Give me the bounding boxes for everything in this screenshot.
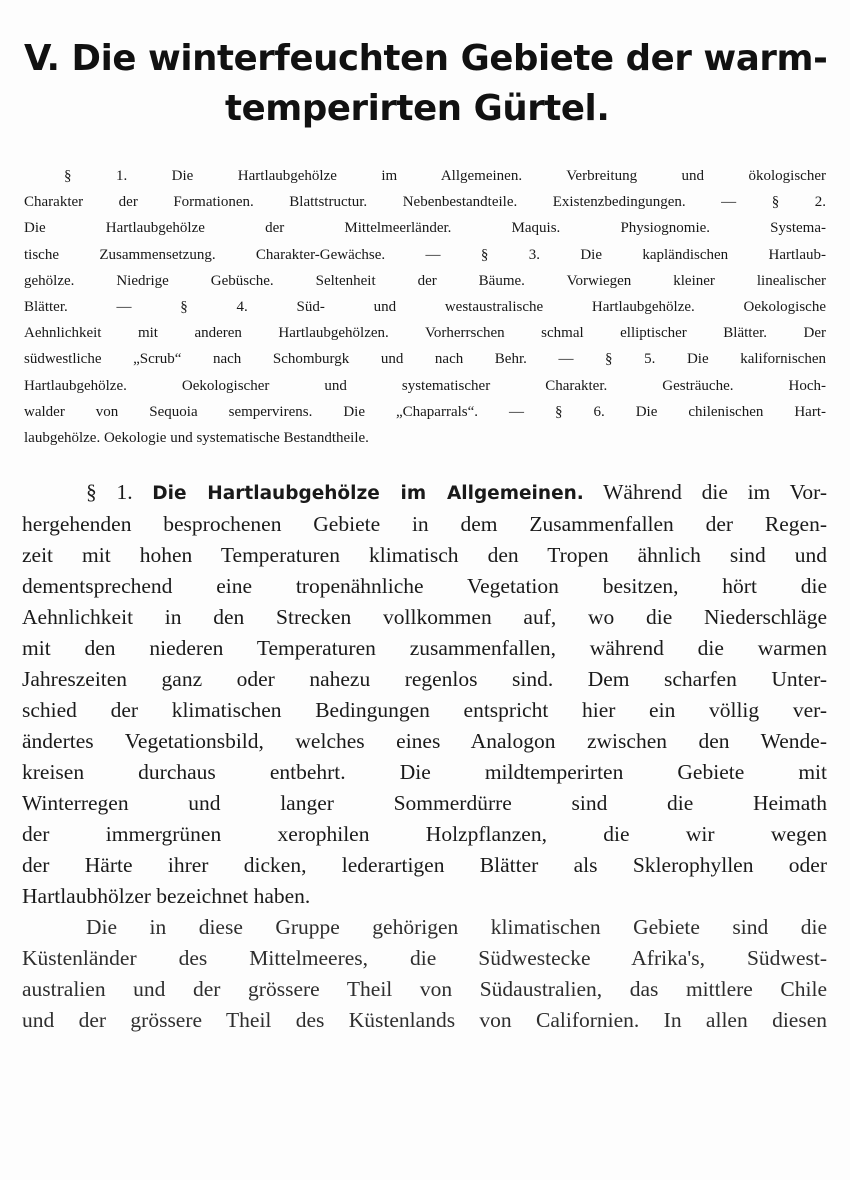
body-line: hergehenden besprochenen Gebiete in dem Zusammenfallen der Regen-	[22, 512, 827, 536]
body-line: Hartlaubhölzer bezeichnet haben.	[22, 884, 311, 908]
section-1-body	[22, 477, 827, 1036]
summary-line: Aehnlichkeit mit anderen Hartlaubgehölzen. Vorherrschen schmal elliptischer Blätter. Der	[24, 325, 826, 342]
body-line: Jahreszeiten ganz oder nahezu regenlos sind. Dem scharfen Unter-	[22, 667, 827, 691]
body-line: kreisen durchaus entbehrt. Die mildtemperirten Gebiete mit	[22, 760, 827, 784]
summary-line: gehölze. Niedrige Gebüsche. Seltenheit der Bäume. Vorwiegen kleiner linealischer	[24, 272, 826, 289]
summary-line: laubgehölze. Oekologie und systematische Bestandtheile.	[24, 430, 369, 447]
summary-line: walder von Sequoia sempervirens. Die „Chaparrals“. — § 6. Die chilenischen Hart-	[24, 403, 826, 420]
chapter-summary	[24, 163, 826, 451]
chapter-title-line-1: V. Die winterfeuchten Gebiete der warm-	[24, 38, 828, 79]
section-1-opening-line	[22, 477, 827, 509]
body-line: mit den niederen Temperaturen zusammenfallen, während die warmen	[22, 636, 827, 660]
summary-line: Charakter der Formationen. Blattstructur. Nebenbestandteile. Existenzbedingungen. — § 2.	[24, 194, 826, 211]
body-line: dementsprechend eine tropenähnliche Vegetation besitzen, hört die	[22, 574, 827, 598]
body-line: und der grössere Theil des Küstenlands von Californien. In allen diesen	[22, 1008, 827, 1032]
section-number: § 1.	[86, 480, 133, 504]
body-line: ändertes Vegetationsbild, welches eines Analogon zwischen den Wende-	[22, 729, 827, 753]
body-line: schied der klimatischen Bedingungen entspricht hier ein völlig ver-	[22, 698, 827, 722]
body-line-fragment: Während die im Vor-	[603, 480, 827, 504]
body-line: der Härte ihrer dicken, lederartigen Blätter als Sklerophyllen oder	[22, 853, 827, 877]
body-line: der immergrünen xerophilen Holzpflanzen, die wir wegen	[22, 822, 827, 846]
summary-line: Die Hartlaubgehölze der Mittelmeerländer. Maquis. Physiognomie. Systema-	[24, 220, 826, 237]
body-line: zeit mit hohen Temperaturen klimatisch den Tropen ähnlich sind und	[22, 543, 827, 567]
body-line: Winterregen und langer Sommerdürre sind die Heimath	[22, 791, 827, 815]
body-line: Aehnlichkeit in den Strecken vollkommen auf, wo die Niederschläge	[22, 605, 827, 629]
summary-line: südwestliche „Scrub“ nach Schomburgk und nach Behr. — § 5. Die kalifornischen	[24, 351, 826, 368]
summary-line: Hartlaubgehölze. Oekologischer und systematischer Charakter. Gesträuche. Hoch-	[24, 377, 826, 394]
chapter-title-line-2: temperirten Gürtel.	[225, 88, 610, 129]
body-line: Küstenländer des Mittelmeeres, die Südwestecke Afrika's, Südwest-	[22, 946, 827, 970]
body-line: Die in diese Gruppe gehörigen klimatischen Gebiete sind die	[86, 915, 827, 939]
section-heading: Die Hartlaubgehölze im Allgemeinen.	[152, 483, 584, 504]
summary-line: § 1. Die Hartlaubgehölze im Allgemeinen. Verbreitung und ökologischer	[64, 168, 826, 184]
summary-line: tische Zusammensetzung. Charakter-Gewächse. — § 3. Die kapländischen Hartlaub-	[24, 246, 826, 263]
body-line: australien und der grössere Theil von Südaustralien, das mittlere Chile	[22, 977, 827, 1001]
summary-line: Blätter. — § 4. Süd- und westaustralische Hartlaubgehölze. Oekologische	[24, 299, 826, 316]
chapter-title	[24, 34, 829, 134]
